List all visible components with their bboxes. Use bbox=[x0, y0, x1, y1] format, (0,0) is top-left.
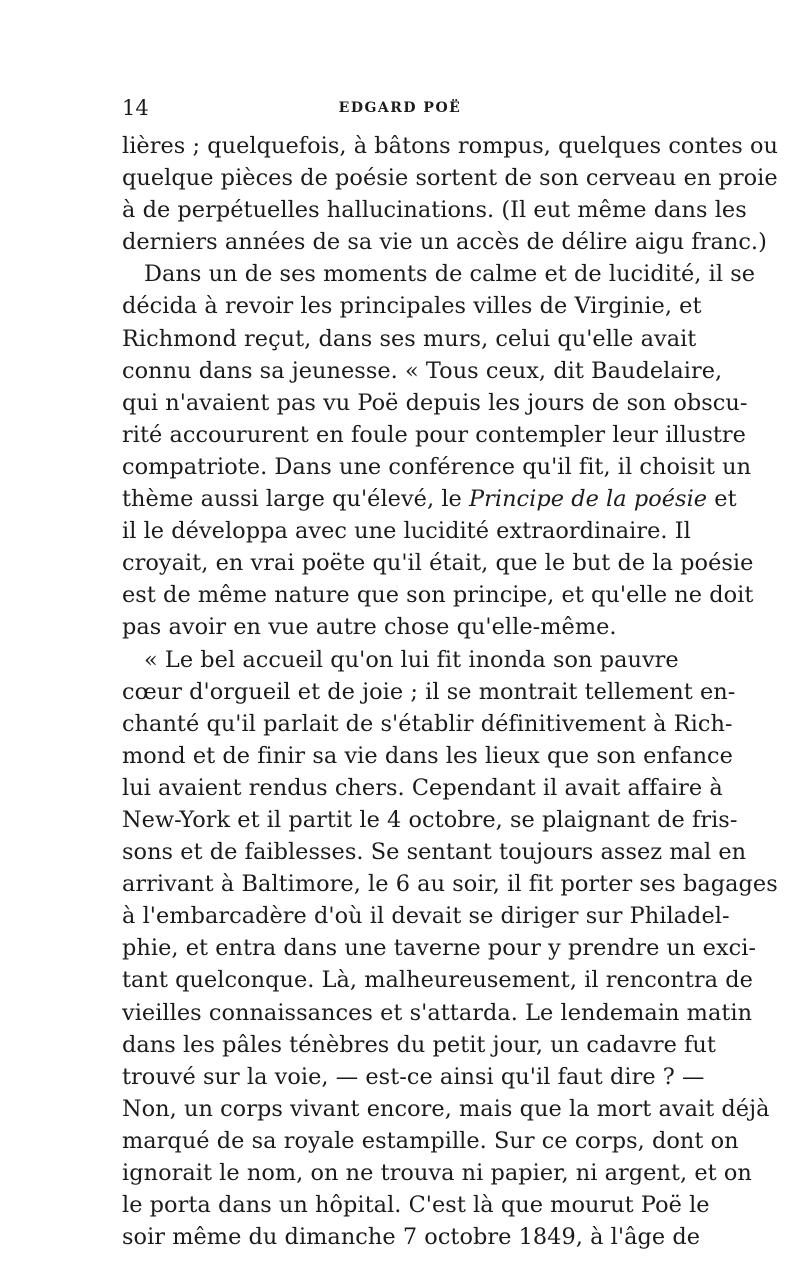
text-line: phie, et entra dans une taverne pour y prendre un exci- bbox=[122, 935, 757, 962]
text-line: Richmond reçut, dans ses murs, celui qu'elle avait bbox=[122, 325, 697, 352]
text-line-with-title bbox=[122, 483, 737, 515]
text-line: lières ; quelquefois, à bâtons rompus, quelques contes ou bbox=[122, 133, 778, 159]
text-line: rité accoururent en foule pour contempler leur illustre bbox=[122, 421, 746, 448]
text-line: chanté qu'il parlait de s'établir définitivement à Rich- bbox=[122, 710, 733, 737]
text-line: à de perpétuelles hallucinations. (Il eut même dans les bbox=[122, 197, 747, 224]
text-segment: et bbox=[707, 486, 737, 513]
text-line: qui n'avaient pas vu Poë depuis les jours de son obscu- bbox=[122, 389, 748, 416]
text-line: ignorait le nom, on ne trouva ni papier, ni argent, et on bbox=[122, 1160, 752, 1186]
text-line: « Le bel accueil qu'on lui fit inonda son pauvre bbox=[144, 646, 679, 673]
text-line: pas avoir en vue autre chose qu'elle-même. bbox=[122, 614, 617, 641]
text-line: compatriote. Dans une conférence qu'il fit, il choisit un bbox=[122, 453, 752, 480]
text-segment: thème aussi large qu'élevé, le bbox=[122, 486, 469, 513]
text-line: derniers années de sa vie un accès de délire aigu franc.) bbox=[122, 229, 767, 256]
text-line: est de même nature que son principe, et qu'elle ne doit bbox=[122, 582, 754, 609]
text-line: tant quelconque. Là, malheureusement, il rencontra de bbox=[122, 967, 753, 994]
text-line: Dans un de ses moments de calme et de lucidité, il se bbox=[144, 261, 756, 288]
text-line: décida à revoir les principales villes de Virginie, et bbox=[122, 293, 702, 320]
text-line: arrivant à Baltimore, le 6 au soir, il fit porter ses bagages bbox=[122, 871, 778, 898]
text-line: dans les pâles ténèbres du petit jour, un cadavre fut bbox=[122, 1031, 716, 1058]
text-line: connu dans sa jeunesse. « Tous ceux, dit Baudelaire, bbox=[122, 357, 723, 384]
text-line: le porta dans un hôpital. C'est là que mourut Poë le bbox=[122, 1192, 710, 1219]
text-line: cœur d'orgueil et de joie ; il se montrait tellement en- bbox=[122, 678, 736, 705]
italic-title: Principe de la poésie bbox=[469, 486, 708, 513]
running-title: EDGARD POË bbox=[338, 100, 462, 116]
text-line: marqué de sa royale estampille. Sur ce corps, dont on bbox=[122, 1127, 739, 1154]
text-line: soir même du dimanche 7 octobre 1849, à l'âge de bbox=[122, 1224, 701, 1251]
text-line: sons et de faiblesses. Se sentant toujours assez mal en bbox=[122, 839, 747, 866]
text-line: il le développa avec une lucidité extraordinaire. Il bbox=[122, 518, 691, 545]
text-line: quelque pièces de poésie sortent de son cerveau en proie bbox=[122, 165, 778, 192]
running-head bbox=[122, 96, 678, 122]
text-line: vieilles connaissances et s'attarda. Le lendemain matin bbox=[122, 999, 753, 1026]
text-line: trouvé sur la voie, — est-ce ainsi qu'il faut dire ? — bbox=[122, 1063, 705, 1090]
text-line: mond et de finir sa vie dans les lieux que son enfance bbox=[122, 742, 733, 769]
text-line: New-York et il partit le 4 octobre, se plaignant de fris- bbox=[122, 806, 738, 833]
text-line: lui avaient rendus chers. Cependant il avait affaire à bbox=[122, 774, 723, 801]
body-text bbox=[122, 130, 778, 1253]
page-number: 14 bbox=[122, 96, 149, 120]
text-line: Non, un corps vivant encore, mais que la mort avait déjà bbox=[122, 1095, 770, 1122]
text-line: à l'embarcadère d'où il devait se diriger sur Philadel- bbox=[122, 903, 730, 930]
text-line: croyait, en vrai poëte qu'il était, que le but de la poésie bbox=[122, 550, 754, 577]
